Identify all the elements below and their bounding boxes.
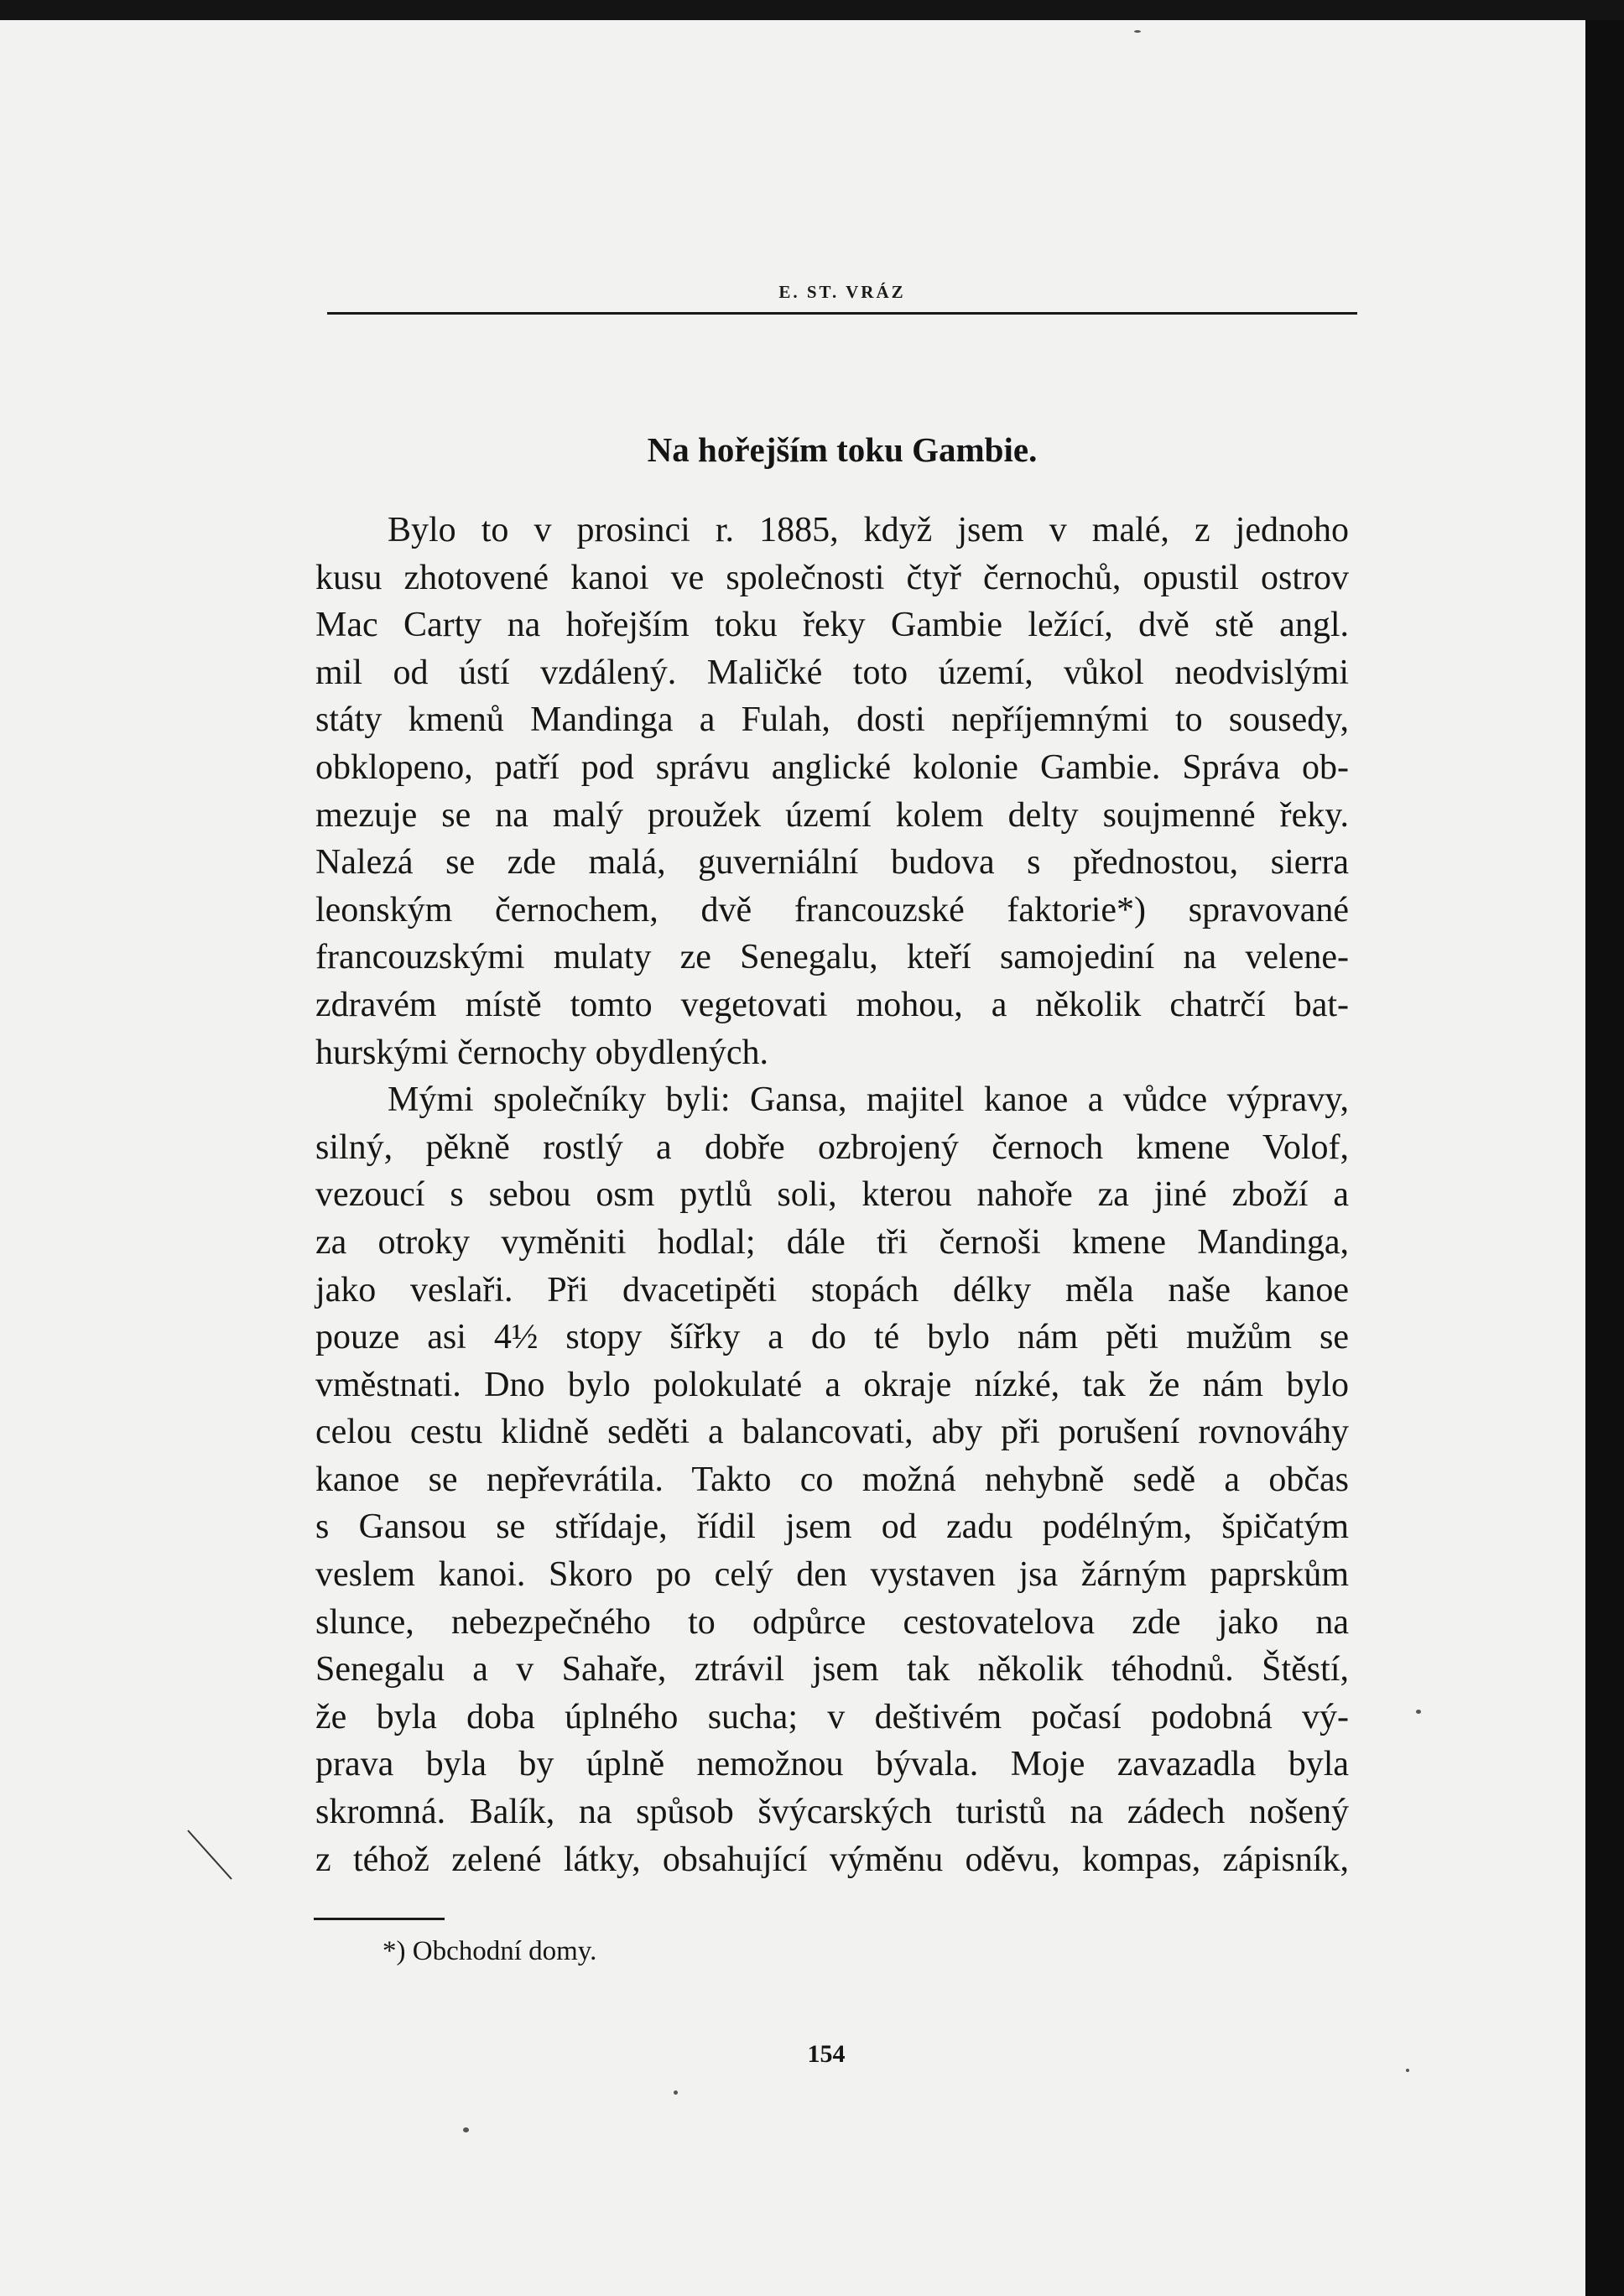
text-line: pouze asi 4½ stopy šířky a do té bylo nám pěti mužům se [315, 1318, 1349, 1357]
text-line: Mac Carty na hořejším toku řeky Gambie ležící, dvě stě angl. [315, 606, 1349, 645]
text-line: veslem kanoi. Skoro po celý den vystaven jsa žárným paprskům [315, 1555, 1349, 1595]
text-line: celou cestu klidně seděti a balancovati, aby při porušení rovnováhy [315, 1413, 1349, 1452]
scan-speck [1406, 2069, 1409, 2072]
article-body [315, 507, 1349, 1883]
text-line: státy kmenů Mandinga a Fulah, dosti nepříjemnými to sousedy, [315, 700, 1349, 740]
text-line: slunce, nebezpečného to odpůrce cestovatelova zde jako na [315, 1602, 1349, 1642]
text-line: Mými společníky byli: Gansa, majitel kanoe a vůdce výpravy, [388, 1080, 1349, 1120]
text-line: jako veslaři. Při dvacetipěti stopách délky měla naše kanoe [315, 1270, 1349, 1309]
text-line: za otroky vyměniti hodlal; dále tři černoši kmene Mandinga, [315, 1222, 1349, 1262]
text-line: z téhož zelené látky, obsahující výměnu oděvu, kompas, zápisník, [315, 1840, 1349, 1879]
scan-speck [674, 2090, 678, 2095]
page-number: 154 [807, 2040, 846, 2068]
running-head: E. ST. VRÁZ [778, 282, 906, 302]
text-line: mil od ústí vzdálený. Maličké toto území, vůkol neodvislými [315, 653, 1349, 692]
text-line: francouzskými mulaty ze Senegalu, kteří samojediní na velene- [315, 938, 1349, 977]
scan-right-edge [1585, 20, 1624, 2296]
text-line: skromná. Balík, na spůsob švýcarských turistů na zádech nošený [315, 1793, 1349, 1832]
article-title: Na hořejším toku Gambie. [647, 430, 1038, 469]
text-line: Senegalu a v Sahaře, ztrávil jsem tak několik téhodnů. Štěstí, [315, 1650, 1349, 1689]
text-line: že byla doba úplného sucha; v deštivém počasí podobná vý- [315, 1697, 1349, 1736]
text-line: obklopeno, patří pod správu anglické kolonie Gambie. Správa ob- [315, 747, 1349, 787]
text-line: s Gansou se střídaje, řídil jsem od zadu podélným, špičatým [315, 1507, 1349, 1547]
text-line: hurskými černochy obydlených. [315, 1033, 769, 1072]
text-line: Nalezá se zde malá, guverniální budova s přednostou, sierra [315, 843, 1349, 882]
footnote-rule [314, 1918, 445, 1920]
text-line: leonským černochem, dvě francouzské faktorie*) spravované [315, 890, 1349, 929]
text-line: Bylo to v prosinci r. 1885, když jsem v malé, z jednoho [388, 511, 1349, 549]
text-line: silný, pěkně rostlý a dobře ozbrojený černoch kmene Volof, [315, 1127, 1349, 1167]
text-line: kanoe se nepřevrátila. Takto co možná nehybně sedě a občas [315, 1460, 1349, 1499]
scan-speck [463, 2127, 469, 2132]
text-line: zdravém místě tomto vegetovati mohou, a několik chatrčí bat- [315, 985, 1349, 1024]
text-line: mezuje se na malý proužek území kolem delty soujmenné řeky. [315, 795, 1349, 835]
scan-speck [1416, 1710, 1421, 1714]
scan-speck [1134, 30, 1141, 33]
footnote: *) Obchodní domy. [383, 1936, 597, 1966]
text-line: vezoucí s sebou osm pytlů soli, kterou nahoře za jiné zboží a [315, 1175, 1349, 1215]
text-line: kusu zhotovené kanoi ve společnosti čtyř černochů, opustil ostrov [315, 558, 1349, 597]
text-line: vměstnati. Dno bylo polokulaté a okraje nízké, tak že nám bylo [315, 1365, 1349, 1404]
text-line: prava byla by úplně nemožnou bývala. Moje zavazadla byla [315, 1745, 1349, 1784]
running-head-rule [327, 312, 1357, 315]
scan-top-edge [0, 0, 1624, 20]
scan-stray-mark [185, 1827, 243, 1886]
